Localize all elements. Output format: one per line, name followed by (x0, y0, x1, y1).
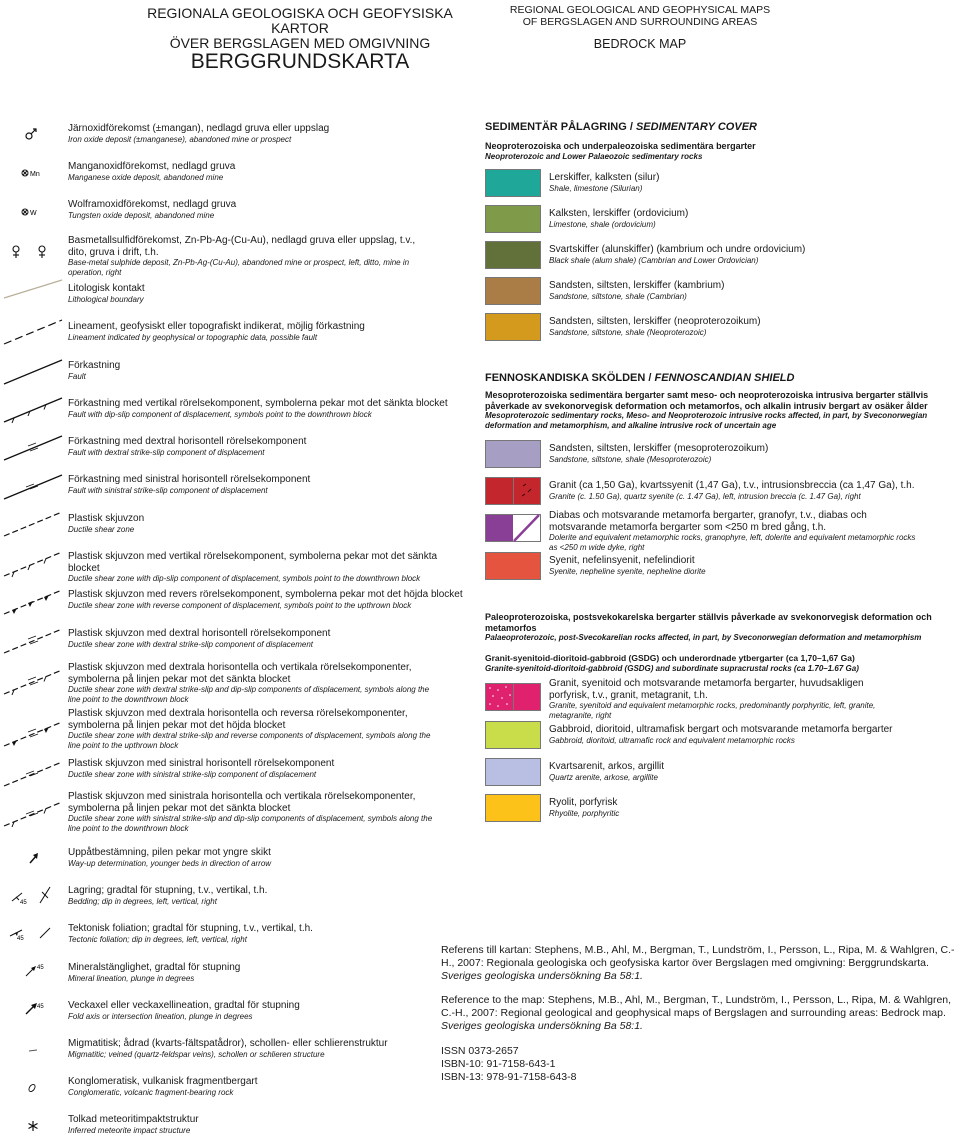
legend-unit-silurian (549, 172, 959, 194)
unit-label-en: Granite (c. 1.50 Ga), quartz syenite (c. 1.47 Ga), left, intrusion breccia (c. 1.47 Ga), right (549, 491, 861, 501)
symbol-item-fault-sinistral (68, 474, 468, 496)
symbol-label-sv: Plastisk skjuvzon (68, 513, 145, 524)
fault-dip-slip-line-icon (0, 396, 66, 424)
symbol-item-fault (68, 360, 468, 382)
subgroup-title-en: Granite-syenitoid-dioritoid-gabbroid (GSDG) and subordinate supracrustal rocks (ca 1.70–1.67 Ga) (485, 663, 859, 673)
symbol-label-en: Fault (68, 371, 86, 381)
symbol-item-ductile-reverse (68, 589, 468, 611)
legend-unit-alum-shale (549, 244, 959, 266)
symbol-label-en: Lineament indicated by geophysical or topographic data, possible fault (68, 332, 318, 342)
symbol-label-en: Base-metal sulphide deposit, Zn-Pb-Ag-(Cu-Au), abandoned mine or prospect, left, ditto, mine in operation, right (68, 258, 410, 277)
symbol-label-sv: Plastisk skjuvzon med revers rörelsekomponent, symbolerna pekar mot det höjda blocket (68, 589, 463, 600)
unit-label-sv: Ryolit, porfyrisk (549, 797, 618, 808)
symbol-item-ductile-dip-slip (68, 551, 468, 584)
fault-dextral-line-icon (0, 434, 66, 462)
unit-label-sv: Sandsten, siltsten, lerskiffer (neoproterozoikum) (549, 316, 761, 327)
group-title-sv: Neoproterozoiska och underpaleozoiska sedimentära bergarter (485, 141, 756, 151)
manganese-symbol-icon (0, 166, 66, 180)
reference-sv-series: Sveriges geologiska undersökning Ba 58:1. (441, 970, 643, 982)
symbol-label-sv: Förkastning med sinistral horisontell rörelsekomponent (68, 474, 311, 485)
unit-label-en: Sandstone, siltstone, shale (Mesoproterozoic) (549, 454, 712, 464)
unit-label-en: Limestone, shale (ordovicium) (549, 219, 656, 229)
foliation-symbol-icon (0, 924, 66, 948)
conglomerate-symbol-icon (0, 1080, 66, 1096)
legend-swatch-alum-shale (485, 241, 541, 269)
symbol-item-ductile-dextral-reverse (68, 708, 468, 751)
symbol-label-sv: Förkastning (68, 360, 121, 371)
unit-label-en: Syenite, nepheline syenite, nepheline diorite (549, 566, 706, 576)
symbol-item-lineament (68, 321, 468, 343)
paleo-subgroup (485, 653, 960, 673)
ductile-dip-slip-line-icon (0, 550, 66, 578)
symbol-item-ductile-dextral (68, 628, 468, 650)
symbol-label-sv: Uppåtbestämning, pilen pekar mot yngre skikt (68, 847, 271, 858)
symbol-label-sv: Lineament, geofysiskt eller topografiskt indikerat, möjlig förkastning (68, 321, 365, 332)
group-title-en: Mesoproterozoic sedimentary rocks, Meso- and Neoproterozoic intrusive rocks affected, in part, by Sveconorwegian deformation and metamorphism, and alkaline intrusive rock of uncertain age (485, 411, 928, 430)
symbol-label-en: Fault with dextral strike-slip component of displacement (68, 447, 265, 457)
symbol-label-en: Mineral lineation, plunge in degrees (68, 973, 195, 983)
isbn-13: ISBN-13: 978-91-7158-643-8 (441, 1071, 577, 1083)
legend-swatch-syenite (485, 552, 541, 580)
symbol-label-en: Ductile shear zone with dextral strike-slip and dip-slip components of displacement, symbols along the line point to the downthrown block (68, 685, 430, 704)
legend-swatch-silurian (485, 169, 541, 197)
group-title-en: Palaeoproterozoic, post-Svecokarelian rocks affected, in part, by Sveconorwegian deformation and metamorphism (485, 633, 922, 642)
paleo-group (485, 612, 960, 643)
way-up-arrow-icon (0, 850, 66, 866)
symbol-label-en: Tectonic foliation; dip in degrees, left, vertical, right (68, 934, 247, 944)
symbol-label-sv: Plastisk skjuvzon med sinistrala horisontella och vertikala rörelsekomponenter, symbolerna på linjen pekar mot det sänkta blocket (68, 791, 416, 814)
shield-heading-en: FENNOSCANDIAN SHIELD (654, 372, 795, 384)
base-metal-symbol-icon (0, 244, 66, 260)
symbol-label-sv: Tektonisk foliation; gradtal för stupning, t.v., vertikal, t.h. (68, 923, 313, 934)
porphyritic-pattern-icon (486, 684, 514, 710)
legend-swatch-cambrian (485, 277, 541, 305)
unit-label-sv: Lerskiffer, kalksten (silur) (549, 172, 660, 183)
symbol-item-fault-dextral (68, 436, 468, 458)
subgroup-title-sv: Granit-syenitoid-dioritoid-gabbroid (GSDG) och underordnade ytbergarter (ca 1,70–1,67 Ga) (485, 653, 855, 663)
unit-label-en: Gabbroid, dioritoid, ultramafic rock and equivalent metamorphic rocks (549, 735, 795, 745)
symbol-item-ductile-sinistral (68, 758, 468, 780)
legend-unit-granite-1-50 (549, 480, 959, 502)
symbol-item-iron-oxide (68, 123, 468, 145)
symbol-label-en: Ductile shear zone with sinistral strike-slip component of displacement (68, 769, 317, 779)
meteorite-asterisk-icon (0, 1118, 66, 1134)
symbol-item-ductile-shear (68, 513, 468, 535)
symbol-label-en: Bedding; dip in degrees, left, vertical, right (68, 896, 217, 906)
bedding-symbol-icon (0, 883, 66, 907)
issn: ISSN 0373-2657 (441, 1045, 519, 1057)
symbol-label-en: Way-up determination, younger beds in direction of arrow (68, 858, 272, 868)
symbol-label-sv: Veckaxel eller veckaxellineation, gradtal för stupning (68, 1000, 300, 1011)
symbol-label-en: Ductile shear zone with sinistral strike-slip and dip-slip components of displacement, symbols along the line point to the downthrown block (68, 814, 433, 833)
symbol-item-conglomerate (68, 1076, 468, 1098)
symbol-item-ductile-dextral-dip (68, 662, 468, 705)
shield-group (485, 390, 960, 430)
symbol-label-en: Fold axis or intersection lineation, plunge in degrees (68, 1011, 253, 1021)
legend-swatch-metagranite (513, 683, 541, 711)
unit-label-sv: Granit, syenitoid och motsvarande metamorfa bergarter, huvudsakligen porfyrisk, t.v., granit, metagranit, t.h. (549, 678, 864, 701)
sedimentary-heading-sv: SEDIMENTÄR PÅLAGRING / (485, 121, 636, 133)
migmatite-symbol-icon (0, 1043, 66, 1057)
header-sv-line1: REGIONALA GEOLOGISKA OCH GEOFYSISKA KARTOR (147, 5, 453, 36)
header-en-line1: REGIONAL GEOLOGICAL AND GEOPHYSICAL MAPS (509, 4, 771, 16)
unit-label-en: Sandstone, siltstone, shale (Cambrian) (549, 291, 687, 301)
reference-sv-text: Referens till kartan: Stephens, M.B., Ahl, M., Bergman, T., Lundström, I., Persson, L., Ripa, M. & Wahlgren, C.-H., 2007: Regionala geologiska och geofysiska kartor över Bergslagen med omgivning: Berggrundskarta. (441, 944, 955, 969)
unit-label-sv: Granit (ca 1,50 Ga), kvartssyenit (1,47 Ga), t.v., intrusionsbreccia (ca 1,47 Ga), t.h. (549, 480, 915, 491)
group-title-en: Neoproterozoic and Lower Palaeozoic sedimentary rocks (485, 151, 703, 161)
reference-en-series: Sveriges geologiska undersökning Ba 58:1. (441, 1020, 643, 1032)
map-title-en: BEDROCK MAP (593, 37, 687, 51)
symbol-label-sv: Plastisk skjuvzon med dextrala horisontella och reversa rörelsekomponenter, symbolerna på linjen pekar mot det höjda blocket (68, 708, 408, 731)
symbol-label-sv: Förkastning med vertikal rörelsekomponent, symbolerna pekar mot det sänkta blocket (68, 398, 448, 409)
foliation-dip-number: 45 (17, 936, 24, 942)
fault-line-icon (0, 358, 66, 386)
unit-label-sv: Sandsten, siltsten, lerskiffer (mesoproterozoikum) (549, 443, 769, 454)
ductile-sinistral-line-icon (0, 760, 66, 788)
legend-swatch-mesoproterozoic-sandstone (485, 440, 541, 468)
unit-label-en: Black shale (alum shale) (Cambrian and Lower Ordovician) (549, 255, 759, 265)
fold-axis-arrow-icon (0, 998, 66, 1020)
legend-swatch-ordovician (485, 205, 541, 233)
group-title-sv: Mesoproterozoiska sedimentära bergarter samt meso- och neoproterozoiska intrusiva bergarter ställvis påverkade av svekonorvegisk deformation och metamorfos, och alkalin intrusiv bergart av osäker ålder (485, 390, 929, 411)
unit-label-en: Dolerite and equivalent metamorphic rocks, granophyre, left, dolerite and equivalent metamorphic rocks as <250 m wide dyke, right (549, 533, 916, 552)
legend-unit-dolerite (549, 510, 959, 553)
lithological-boundary-line-icon (0, 278, 66, 300)
symbol-label-sv: Basmetallsulfidförekomst, Zn-Pb-Ag-(Cu-Au), nedlagd gruva eller uppslag, t.v., dito, gruva i drift, t.h. (68, 235, 416, 258)
fault-sinistral-line-icon (0, 473, 66, 501)
reference-en-text: Reference to the map: Stephens, M.B., Ahl, M., Bergman, T., Lundström, I., Persson, L., Ripa, M. & Wahlgren, C.-H., 2007: Regional geological and geophysical maps of Bergslagen and surrounding areas: Bedrock map. (441, 994, 952, 1019)
unit-label-sv: Syenit, nefelinsyenit, nefelindiorit (549, 555, 695, 566)
symbol-label-en: Conglomeratic, volcanic fragment-bearing rock (68, 1087, 234, 1097)
ductile-sinistral-dip-slip-line-icon (0, 800, 66, 828)
breccia-pattern-icon (514, 478, 540, 504)
symbol-label-en: Migmatitic; veined (quartz-feldspar veins), schollen or schlieren structure (68, 1049, 325, 1059)
legend-unit-neoproterozoic (549, 316, 959, 338)
legend-swatch-gabbroid (485, 721, 541, 749)
symbol-label-sv: Mineralstänglighet, gradtal för stupning (68, 962, 241, 973)
unit-label-en: Granite, syenitoid and equivalent metamorphic rocks, predominantly porphyritic, left, granite, metagranite, right (549, 701, 876, 720)
tungsten-symbol-icon (0, 205, 66, 219)
isbn-10: ISBN-10: 91-7158-643-1 (441, 1058, 556, 1070)
legend-unit-gsdg-granite (549, 678, 959, 721)
unit-label-sv: Sandsten, siltsten, lerskiffer (kambrium) (549, 280, 725, 291)
unit-label-en: Shale, limestone (Silurian) (549, 183, 643, 193)
ductile-shear-zone-line-icon (0, 510, 66, 538)
symbol-label-sv: Konglomeratisk, vulkanisk fragmentbergart (68, 1076, 258, 1087)
legend-unit-ordovician (549, 208, 959, 230)
symbol-item-foliation (68, 923, 468, 945)
identifiers (441, 1045, 956, 1084)
symbol-label-sv: Tolkad meteoritimpaktstruktur (68, 1114, 199, 1125)
legend-unit-syenite (549, 555, 959, 577)
shield-heading (485, 372, 960, 384)
header-en-line2: OF BERGSLAGEN AND SURROUNDING AREAS (522, 16, 758, 28)
shield-heading-sv: FENNOSKANDISKA SKÖLDEN / (485, 372, 655, 384)
symbol-label-en: Inferred meteorite impact structure (68, 1125, 191, 1135)
symbol-label-sv: Plastisk skjuvzon med dextrala horisontella och vertikala rörelsekomponenter, symbolerna på linjen pekar mot det sänkta blocket (68, 662, 412, 685)
ductile-dextral-line-icon (0, 627, 66, 655)
fold-plunge-number: 45 (37, 1004, 44, 1010)
ductile-reverse-line-icon (0, 588, 66, 616)
symbol-label-sv: Litologisk kontakt (68, 283, 145, 294)
symbol-item-tungsten (68, 199, 468, 221)
symbol-label-en: Ductile shear zone with dextral strike-slip and reverse components of displacement, symbols along the line point to the upthrown block (68, 731, 431, 750)
symbol-item-lithological (68, 283, 468, 305)
tungsten-tag: W (30, 210, 37, 217)
symbol-item-way-up (68, 847, 468, 869)
symbol-item-mineral-lineation (68, 962, 468, 984)
unit-label-sv: Kalksten, lerskiffer (ordovicium) (549, 208, 689, 219)
symbol-label-sv: Migmatitisk; ådrad (kvarts-fältspatådror), schollen- eller schlierenstruktur (68, 1038, 388, 1049)
symbol-label-en: Fault with dip-slip component of displacement, symbols point to the downthrown block (68, 409, 372, 419)
header-english (500, 4, 780, 28)
symbol-label-en: Tungsten oxide deposit, abandoned mine (68, 210, 215, 220)
symbol-label-sv: Plastisk skjuvzon med dextral horisontell rörelsekomponent (68, 628, 331, 639)
unit-label-sv: Kvartsarenit, arkos, argillit (549, 761, 665, 772)
unit-label-sv: Gabbroid, dioritoid, ultramafisk bergart och motsvarande metamorfa bergarter (549, 724, 893, 735)
legend-swatch-quartz-arenite (485, 758, 541, 786)
legend-swatch-neoproterozoic (485, 313, 541, 341)
sedimentary-heading-en: SEDIMENTARY COVER (635, 121, 757, 133)
symbol-label-sv: Lagring; gradtal för stupning, t.v., vertikal, t.h. (68, 885, 268, 896)
symbol-label-en: Lithological boundary (68, 294, 144, 304)
unit-label-en: Quartz arenite, arkose, argillite (549, 772, 658, 782)
legend-unit-mesoproterozoic-sandstone (549, 443, 959, 465)
unit-label-en: Sandstone, siltstone, shale (Neoproterozoic) (549, 327, 707, 337)
symbol-item-base-metal (68, 235, 468, 278)
lineation-plunge-number: 45 (37, 965, 44, 971)
iron-oxide-symbol-icon (0, 127, 66, 147)
unit-label-sv: Diabas och motsvarande metamorfa bergarter, granofyr, t.v., diabas och motsvarande metamorfa bergarter som <250 m bred gång, t.h. (549, 510, 867, 533)
symbol-item-bedding (68, 885, 468, 907)
bedding-dip-number: 45 (20, 900, 27, 906)
symbol-label-sv: Wolframoxidförekomst, nedlagd gruva (68, 199, 237, 210)
map-title-sv: BERGGRUNDSKARTA (190, 50, 410, 73)
symbol-label-sv: Plastisk skjuvzon med vertikal rörelsekomponent, symbolerna pekar mot det sänkta blocket (68, 551, 438, 574)
ductile-dextral-reverse-line-icon (0, 720, 66, 748)
symbol-label-en: Ductile shear zone with dextral strike-slip component of displacement (68, 639, 314, 649)
legend-swatch-intrusion-breccia (513, 477, 541, 505)
legend-swatch-rhyolite (485, 794, 541, 822)
sedimentary-heading (485, 121, 960, 133)
mineral-lineation-arrow-icon (0, 960, 66, 982)
legend-unit-rhyolite (549, 797, 959, 819)
symbol-label-en: Ductile shear zone with reverse component of displacement, symbols point to the upthrown block (68, 600, 412, 610)
header-swedish (120, 6, 480, 51)
ductile-dextral-dip-slip-line-icon (0, 668, 66, 696)
symbol-label-sv: Manganoxidförekomst, nedlagd gruva (68, 161, 236, 172)
symbol-item-manganese (68, 161, 468, 183)
symbol-label-sv: Förkastning med dextral horisontell rörelsekomponent (68, 436, 307, 447)
symbol-label-en: Ductile shear zone (68, 524, 135, 534)
lineament-dashed-line-icon (0, 318, 66, 346)
legend-swatch-dyke (513, 514, 541, 542)
symbol-label-en: Iron oxide deposit (±manganese), abandoned mine or prospect (68, 134, 292, 144)
unit-label-en: Rhyolite, porphyritic (549, 808, 620, 818)
symbol-item-fold-axis (68, 1000, 468, 1022)
symbol-label-sv: Järnoxidförekomst (±mangan), nedlagd gruva eller uppslag (68, 123, 330, 134)
reference-swedish (441, 944, 956, 983)
manganese-tag: Mn (30, 171, 40, 178)
legend-unit-cambrian (549, 280, 959, 302)
unit-label-sv: Svartskiffer (alunskiffer) (kambrium och undre ordovicium) (549, 244, 806, 255)
symbol-item-ductile-sinistral-dip (68, 791, 468, 834)
legend-unit-quartz-arenite (549, 761, 959, 783)
symbol-item-meteorite (68, 1114, 468, 1136)
symbol-label-en: Fault with sinistral strike-slip component of displacement (68, 485, 268, 495)
symbol-item-migmatitic (68, 1038, 468, 1060)
symbol-label-sv: Plastisk skjuvzon med sinistral horisontell rörelsekomponent (68, 758, 335, 769)
symbol-item-fault-dip-slip (68, 398, 468, 420)
legend-unit-gabbroid (549, 724, 959, 746)
reference-english (441, 994, 956, 1033)
symbol-label-en: Ductile shear zone with dip-slip component of displacement, symbols point to the downthrown block (68, 574, 421, 583)
group-title-sv: Paleoproterozoiska, postsvekokarelska bergarter ställvis påverkade av svekonorvegisk deformation och metamorfos (485, 612, 932, 633)
header-sv-line2: ÖVER BERGSLAGEN MED OMGIVNING (169, 35, 431, 51)
symbol-label-en: Manganese oxide deposit, abandoned mine (68, 172, 224, 182)
sedimentary-group (485, 141, 960, 161)
